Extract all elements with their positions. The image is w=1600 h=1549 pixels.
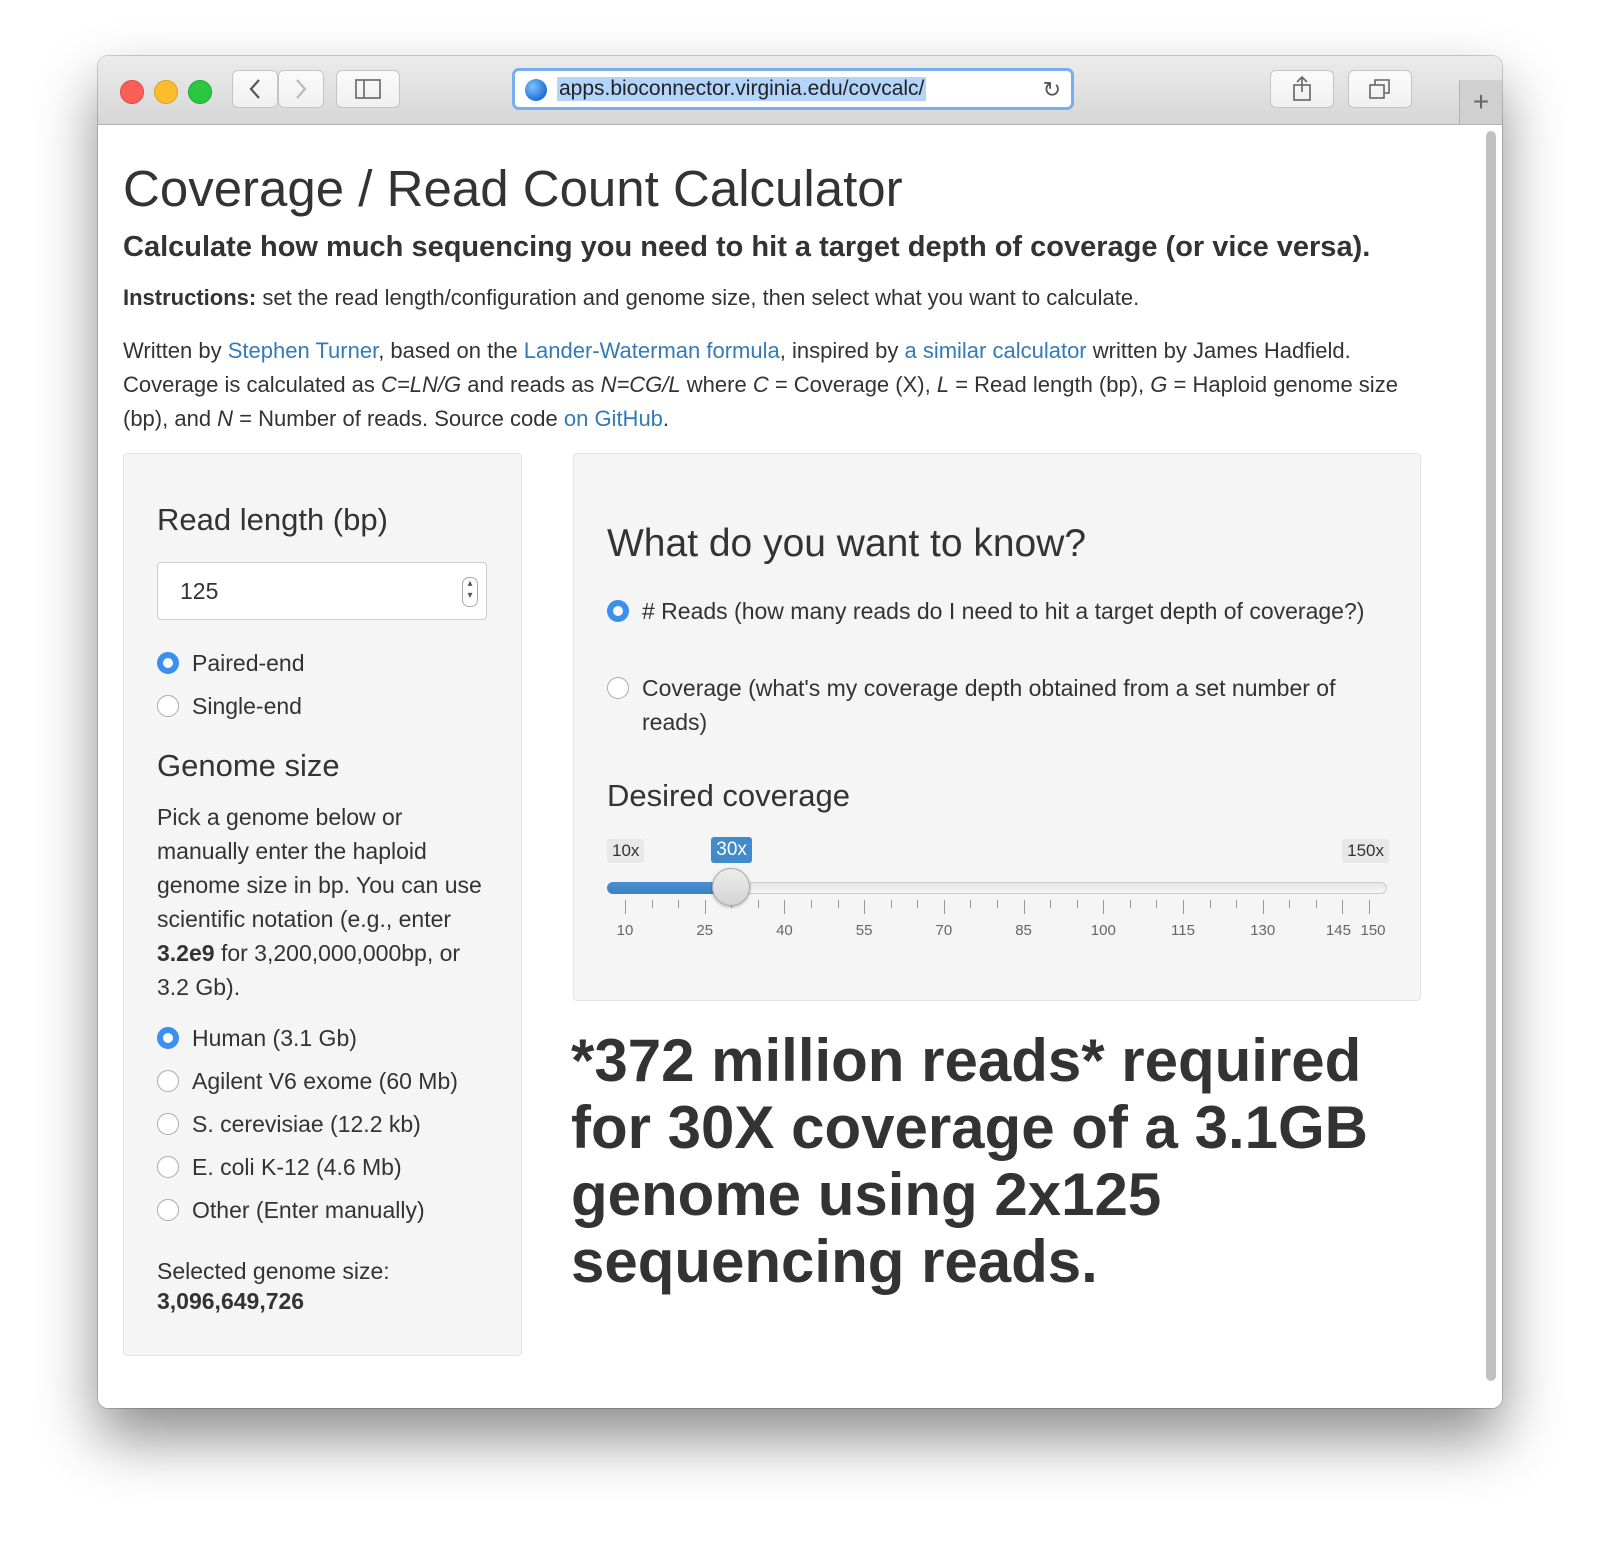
slider-value-label: 30x [711, 837, 752, 863]
text: for 3,200,000,000bp, or 3.2 Gb). [157, 940, 461, 1000]
slider-tick [997, 900, 998, 908]
slider-tick [1316, 900, 1317, 908]
text: Written by [123, 338, 228, 363]
slider-tick-label: 130 [1250, 922, 1276, 939]
radio-label: Human (3.1 Gb) [192, 1025, 357, 1051]
desired-coverage-heading: Desired coverage [607, 778, 850, 813]
slider-tick-label: 115 [1171, 922, 1195, 939]
slider-tick [970, 900, 971, 908]
page-title: Coverage / Read Count Calculator [123, 160, 903, 217]
genome-size-heading: Genome size [157, 748, 340, 783]
var-l: L [936, 372, 950, 397]
slider-tick [1183, 900, 1184, 914]
slider-tick [1342, 900, 1343, 914]
radio-single-end[interactable] [157, 693, 302, 720]
selected-genome-value: 3,096,649,726 [157, 1288, 305, 1314]
slider-tick [1236, 900, 1237, 908]
radio-label: Paired-end [192, 650, 305, 676]
slider-tick [1263, 900, 1264, 914]
plus-icon: + [1472, 86, 1490, 117]
radio-label: S. cerevisiae (12.2 kb) [192, 1111, 421, 1137]
slider-tick-label: 100 [1090, 922, 1116, 939]
slider-tick [1103, 900, 1104, 914]
radio-agilent-exome[interactable] [157, 1068, 458, 1095]
slider-tick [1077, 900, 1078, 908]
back-button[interactable] [232, 70, 278, 108]
radio-coverage-option[interactable] [607, 671, 1397, 739]
slider-tick [1156, 900, 1157, 908]
page-subtitle: Calculate how much sequencing you need to hit a target depth of coverage (or vice versa). [123, 231, 1371, 263]
radio-selected-icon[interactable] [157, 1027, 179, 1049]
instructions-text: set the read length/configuration and genome size, then select what you want to calculate. [256, 285, 1140, 310]
text: = Read length (bp), [949, 372, 1151, 397]
slider-tick [838, 900, 839, 908]
what-to-know-heading: What do you want to know? [607, 522, 1087, 565]
slider-tick [705, 900, 706, 914]
text: Pick a genome below or manually enter the haploid genome size in bp. You can use scientific notation (e.g., enter [157, 804, 482, 932]
chevron-right-icon [294, 78, 308, 100]
github-link[interactable]: on GitHub [563, 406, 663, 431]
read-length-input[interactable] [157, 562, 487, 620]
address-bar[interactable] [512, 68, 1074, 110]
text: = Haploid genome size (bp), and [123, 372, 1398, 431]
new-tab-button[interactable] [1459, 80, 1502, 124]
radio-selected-icon[interactable] [607, 600, 629, 622]
instructions-label: Instructions: [123, 285, 257, 310]
selected-genome-label: Selected genome size: [157, 1258, 390, 1284]
read-length-heading: Read length (bp) [157, 502, 388, 537]
slider-handle[interactable] [712, 868, 750, 906]
browser-toolbar [98, 56, 1502, 125]
slider-tick [864, 900, 865, 914]
radio-unselected-icon[interactable] [157, 1156, 179, 1178]
close-window-button[interactable] [120, 80, 144, 104]
similar-calculator-link[interactable]: a similar calculator [904, 338, 1087, 363]
forward-button[interactable] [278, 70, 324, 108]
radio-other[interactable] [157, 1197, 425, 1224]
var-n: N [217, 406, 234, 431]
slider-tick [917, 900, 918, 908]
var-c: C [752, 372, 769, 397]
slider-tick [678, 900, 679, 908]
tabs-icon [1368, 78, 1392, 100]
text: = Coverage (X), [768, 372, 937, 397]
author-link[interactable]: Stephen Turner [227, 338, 379, 363]
text: , based on the [378, 338, 524, 363]
radio-label: Other (Enter manually) [192, 1197, 425, 1223]
reads-formula: N=CG/L [600, 372, 681, 397]
slider-tick [811, 900, 812, 908]
radio-label: Single-end [192, 693, 302, 719]
coverage-formula: C=LN/G [381, 372, 462, 397]
slider-tick-label: 10 [616, 922, 634, 939]
calculation-panel [573, 453, 1421, 1001]
slider-tick-label: 150 [1360, 922, 1386, 939]
example-notation: 3.2e9 [157, 940, 215, 966]
formula-link[interactable]: Lander-Waterman formula [523, 338, 780, 363]
reload-icon[interactable]: ↻ [1042, 77, 1061, 102]
slider-tick-label: 70 [935, 922, 953, 939]
slider-tick [758, 900, 759, 908]
description-paragraph [123, 334, 1413, 436]
instructions [123, 285, 1139, 311]
radio-e-coli[interactable] [157, 1154, 402, 1181]
slider-tick [1289, 900, 1290, 908]
slider-tick-label: 40 [776, 922, 793, 939]
slider-min-label: 10x [607, 839, 644, 863]
minimize-window-button[interactable] [154, 80, 178, 104]
slider-tick [944, 900, 945, 914]
radio-reads-option[interactable] [607, 594, 1367, 628]
share-icon [1291, 76, 1313, 102]
sidebar-toggle-button[interactable] [336, 70, 400, 108]
radio-paired-end[interactable] [157, 650, 305, 677]
browser-window [98, 56, 1502, 1408]
radio-label: # Reads (how many reads do I need to hit a target depth of coverage?) [642, 598, 1365, 624]
slider-tick [891, 900, 892, 908]
text: where [680, 372, 753, 397]
slider-tick [1369, 900, 1370, 914]
slider-tick-label: 85 [1015, 922, 1032, 939]
radio-unselected-icon[interactable] [157, 1113, 179, 1135]
slider-tick [1210, 900, 1211, 908]
read-length-value: 125 [180, 578, 219, 604]
inputs-panel [123, 453, 522, 1356]
text: . [662, 406, 670, 431]
text: written by James Hadfield. Coverage is calculated as [123, 338, 1351, 397]
slider-tick [784, 900, 785, 914]
text: = Number of reads. Source code [233, 406, 564, 431]
slider-tick [625, 900, 626, 914]
slider-max-label: 150x [1342, 839, 1389, 863]
tabs-overview-button[interactable] [1348, 70, 1412, 108]
radio-unselected-icon[interactable] [157, 1070, 179, 1092]
radio-unselected-icon[interactable] [157, 1199, 179, 1221]
slider-tick-label: 55 [855, 922, 873, 939]
var-g: G [1150, 372, 1168, 397]
scrollbar[interactable] [1486, 131, 1496, 1381]
genome-help-text [157, 800, 487, 1004]
share-button[interactable] [1270, 70, 1334, 108]
slider-tick-label: 145 [1325, 922, 1351, 939]
slider-tick [652, 900, 653, 908]
stepper-icon[interactable]: ▴ ▾ [462, 577, 478, 607]
result-text: *372 million reads* required for 30X coverage of a 3.1GB genome using 2x125 sequencing reads. [571, 1027, 1368, 1295]
slider-tick-label: 25 [696, 922, 714, 939]
radio-label: Agilent V6 exome (60 Mb) [192, 1068, 458, 1094]
url-text[interactable]: apps.bioconnector.virginia.edu/covcalc/ [559, 77, 925, 100]
coverage-slider[interactable] [607, 834, 1389, 944]
chevron-left-icon [248, 78, 262, 100]
text: and reads as [461, 372, 601, 397]
sidebar-icon [355, 79, 381, 99]
slider-tick [1130, 900, 1131, 908]
radio-unselected-icon[interactable] [157, 695, 179, 717]
globe-icon [525, 79, 547, 101]
slider-tick [1050, 900, 1051, 908]
radio-human[interactable] [157, 1025, 357, 1052]
radio-s-cerevisiae[interactable] [157, 1111, 421, 1138]
zoom-window-button[interactable] [188, 80, 212, 104]
radio-unselected-icon[interactable] [607, 677, 629, 699]
radio-label: Coverage (what's my coverage depth obtained from a set number of reads) [642, 675, 1336, 735]
text: , inspired by [779, 338, 905, 363]
radio-label: E. coli K-12 (4.6 Mb) [192, 1154, 402, 1180]
radio-selected-icon[interactable] [157, 652, 179, 674]
slider-tick [1024, 900, 1025, 914]
page-content [98, 125, 1502, 1408]
